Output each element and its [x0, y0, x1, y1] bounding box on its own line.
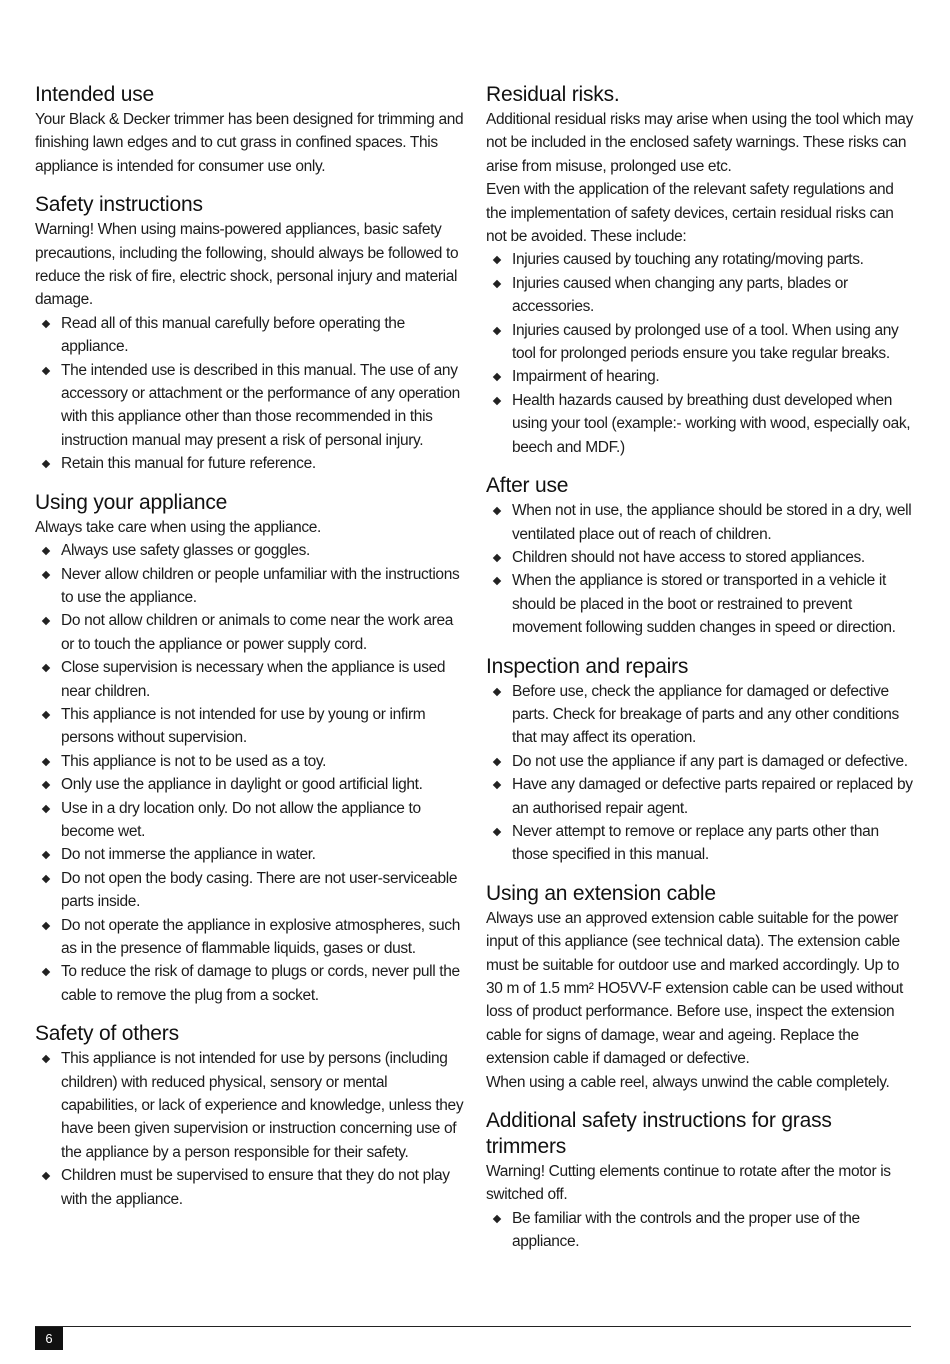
- diamond-bullet-icon: [42, 366, 50, 374]
- list-item: [486, 389, 916, 459]
- bullet-list: [486, 680, 916, 867]
- list-item: [35, 312, 465, 359]
- diamond-bullet-icon: [42, 921, 50, 929]
- list-item-text: Never attempt to remove or replace any parts other than those specified in this manual.: [512, 822, 879, 864]
- list-item-text: Read all of this manual carefully before operating the appliance.: [61, 314, 405, 356]
- footer-rule: [35, 1326, 911, 1327]
- list-item-text: Always use safety glasses or goggles.: [61, 542, 310, 560]
- list-item: [35, 960, 465, 1007]
- list-item-text: Injuries caused when changing any parts, blades or accessories.: [512, 274, 848, 316]
- list-item-text: This appliance is not to be used as a toy.: [61, 752, 327, 770]
- list-item: [486, 750, 916, 773]
- list-item: [35, 914, 465, 961]
- section-heading: After use: [486, 474, 569, 498]
- diamond-bullet-icon: [42, 711, 50, 719]
- diamond-bullet-icon: [42, 781, 50, 789]
- list-item-text: When the appliance is stored or transported in a vehicle it should be placed in the boot or restrained to prevent movement following sudden changes in speed or direction.: [512, 572, 896, 637]
- diamond-bullet-icon: [42, 968, 50, 976]
- list-item: [486, 272, 916, 319]
- section-additional-safety-instructions-for-grass-trimmers: [486, 1108, 916, 1254]
- list-item-text: Use in a dry location only. Do not allow the appliance to become wet.: [61, 799, 421, 840]
- section-using-your-appliance: [35, 490, 465, 1008]
- list-item: [35, 359, 465, 453]
- list-item-text: Never allow children or people unfamiliar with the instructions to use the appliance.: [61, 565, 460, 606]
- diamond-bullet-icon: [42, 617, 50, 625]
- section-heading: Residual risks.: [486, 83, 620, 106]
- list-item: [35, 703, 465, 750]
- section-heading: Safety instructions: [35, 193, 203, 217]
- paragraph: Your Black & Decker trimmer has been designed for trimming and finishing lawn edges and to cut grass in confined spaces. This appliance is intended for consumer use only.: [35, 111, 464, 175]
- diamond-bullet-icon: [42, 664, 50, 672]
- diamond-bullet-icon: [493, 397, 501, 405]
- list-item: [35, 750, 465, 773]
- diamond-bullet-icon: [42, 804, 50, 812]
- diamond-bullet-icon: [42, 547, 50, 555]
- list-item-text: When not in use, the appliance should be stored in a dry, well ventilated place out of reach of children.: [512, 502, 912, 543]
- section-after-use: [486, 473, 916, 639]
- paragraph: Always use an approved extension cable suitable for the power input of this appliance (see technical data). The extension cable must be suitable for outdoor use and marked accordingly. Up to 30 m of 1.5 mm² HO5VV-F extension cable can be used without loss of product performance. Before use, inspect the extension cable for signs of damage, wear and ageing. Replace the extension cable if damaged or defective.: [486, 909, 904, 1068]
- section-heading: Additional safety instructions for grass trimmers: [486, 1109, 832, 1159]
- section-heading: Intended use: [35, 83, 155, 106]
- list-item-text: Do not allow children or animals to come near the work area or to touch the appliance or power supply cord.: [61, 612, 454, 653]
- list-item: [35, 452, 465, 475]
- list-item-text: Do not open the body casing. There are not user-serviceable parts inside.: [61, 869, 458, 911]
- list-item: [35, 773, 465, 796]
- list-item-text: Do not operate the appliance in explosive atmospheres, such as in the presence of flammable liquids, gases or dust.: [61, 916, 460, 957]
- bullet-list: [35, 1047, 465, 1211]
- list-item: [486, 499, 916, 546]
- diamond-bullet-icon: [493, 507, 501, 515]
- list-item: [486, 680, 916, 750]
- diamond-bullet-icon: [42, 460, 50, 468]
- bullet-list: [486, 499, 916, 639]
- list-item: [486, 1207, 916, 1254]
- diamond-bullet-icon: [493, 256, 501, 264]
- section-heading: Safety of others: [35, 1022, 179, 1046]
- section-intended-use: [35, 82, 465, 178]
- diamond-bullet-icon: [493, 577, 501, 585]
- left-column: [35, 82, 465, 1225]
- list-item: [486, 820, 916, 867]
- section-safety-instructions: [35, 192, 465, 475]
- right-column: [486, 82, 916, 1268]
- diamond-bullet-icon: [493, 781, 501, 789]
- diamond-bullet-icon: [493, 280, 501, 288]
- list-item: [35, 609, 465, 656]
- list-item: [35, 563, 465, 610]
- diamond-bullet-icon: [493, 1215, 501, 1223]
- list-item: [35, 1047, 465, 1164]
- section-inspection-and-repairs: [486, 654, 916, 867]
- list-item-text: Injuries caused by prolonged use of a tool. When using any tool for prolonged periods ensure you take regular breaks.: [512, 321, 899, 363]
- paragraph: Always take care when using the appliance.: [35, 518, 322, 536]
- list-item-text: To reduce the risk of damage to plugs or cords, never pull the cable to remove the plug from a socket.: [61, 963, 460, 1004]
- diamond-bullet-icon: [493, 554, 501, 562]
- paragraph: When using a cable reel, always unwind the cable completely.: [486, 1073, 890, 1091]
- bullet-list: [486, 248, 916, 459]
- diamond-bullet-icon: [42, 570, 50, 578]
- section-heading: Inspection and repairs: [486, 654, 689, 678]
- diamond-bullet-icon: [493, 326, 501, 334]
- list-item-text: Children must be supervised to ensure that they do not play with the appliance.: [61, 1167, 450, 1208]
- list-item-text: This appliance is not intended for use by persons (including children) with reduced physical, sensory or mental capabilities, or lack of experience and knowledge, unless they have been given supervision or instruction concerning use of the appliance by a person responsible for their safety.: [61, 1050, 464, 1161]
- list-item: [35, 843, 465, 866]
- list-item-text: Do not use the appliance if any part is damaged or defective.: [512, 752, 908, 770]
- list-item-text: Retain this manual for future reference.: [61, 455, 316, 473]
- paragraph: Even with the application of the relevant safety regulations and the implementation of safety devices, certain residual risks can not be avoided. These include:: [486, 181, 894, 246]
- list-item: [486, 365, 916, 388]
- list-item-text: Only use the appliance in daylight or good artificial light.: [61, 776, 423, 794]
- list-item: [35, 539, 465, 562]
- paragraph: Warning! When using mains-powered appliances, basic safety precautions, including the following, should always be followed to reduce the risk of fire, electric shock, personal injury and material damage.: [35, 221, 459, 309]
- list-item-text: Be familiar with the controls and the proper use of the appliance.: [512, 1209, 860, 1251]
- diamond-bullet-icon: [42, 851, 50, 859]
- paragraph: Warning! Cutting elements continue to rotate after the motor is switched off.: [486, 1163, 891, 1204]
- list-item-text: Have any damaged or defective parts repaired or replaced by an authorised repair agent.: [512, 776, 913, 817]
- list-item: [486, 546, 916, 569]
- diamond-bullet-icon: [42, 320, 50, 328]
- bullet-list: [35, 312, 465, 476]
- list-item: [486, 319, 916, 366]
- list-item: [486, 248, 916, 271]
- list-item-text: Close supervision is necessary when the appliance is used near children.: [61, 659, 446, 700]
- list-item: [35, 656, 465, 703]
- list-item-text: Do not immerse the appliance in water.: [61, 846, 316, 864]
- section-heading: Using an extension cable: [486, 881, 716, 905]
- section-heading: Using your appliance: [35, 490, 228, 514]
- diamond-bullet-icon: [42, 1055, 50, 1063]
- page-number: 6: [35, 1327, 63, 1350]
- list-item-text: This appliance is not intended for use by young or infirm persons without supervision.: [61, 705, 426, 747]
- diamond-bullet-icon: [42, 1172, 50, 1180]
- diamond-bullet-icon: [493, 758, 501, 766]
- diamond-bullet-icon: [42, 875, 50, 883]
- section-using-an-extension-cable: [486, 881, 916, 1094]
- list-item: [486, 773, 916, 820]
- diamond-bullet-icon: [493, 687, 501, 695]
- list-item: [486, 569, 916, 639]
- bullet-list: [486, 1207, 916, 1254]
- list-item: [35, 867, 465, 914]
- list-item: [35, 1164, 465, 1211]
- list-item-text: Health hazards caused by breathing dust developed when using your tool (example:- working with wood, especially oak, beech and MDF.): [512, 391, 911, 456]
- list-item-text: Injuries caused by touching any rotating/moving parts.: [512, 251, 864, 269]
- list-item-text: The intended use is described in this manual. The use of any accessory or attachment or the performance of any operation with this appliance other than those recommended in this instruction manual may present a risk of personal injury.: [61, 361, 460, 449]
- diamond-bullet-icon: [42, 758, 50, 766]
- list-item-text: Impairment of hearing.: [512, 368, 660, 386]
- section-residual-risks: [486, 82, 916, 459]
- diamond-bullet-icon: [493, 373, 501, 381]
- list-item: [35, 797, 465, 844]
- diamond-bullet-icon: [493, 828, 501, 836]
- list-item-text: Before use, check the appliance for damaged or defective parts. Check for breakage of parts and any other conditions that may affect its operation.: [512, 682, 899, 747]
- bullet-list: [35, 539, 465, 1007]
- section-safety-of-others: [35, 1021, 465, 1211]
- list-item-text: Children should not have access to stored appliances.: [512, 548, 865, 566]
- paragraph: Additional residual risks may arise when using the tool which may not be included in the enclosed safety warnings. These risks can arise from misuse, prolonged use etc.: [486, 111, 913, 175]
